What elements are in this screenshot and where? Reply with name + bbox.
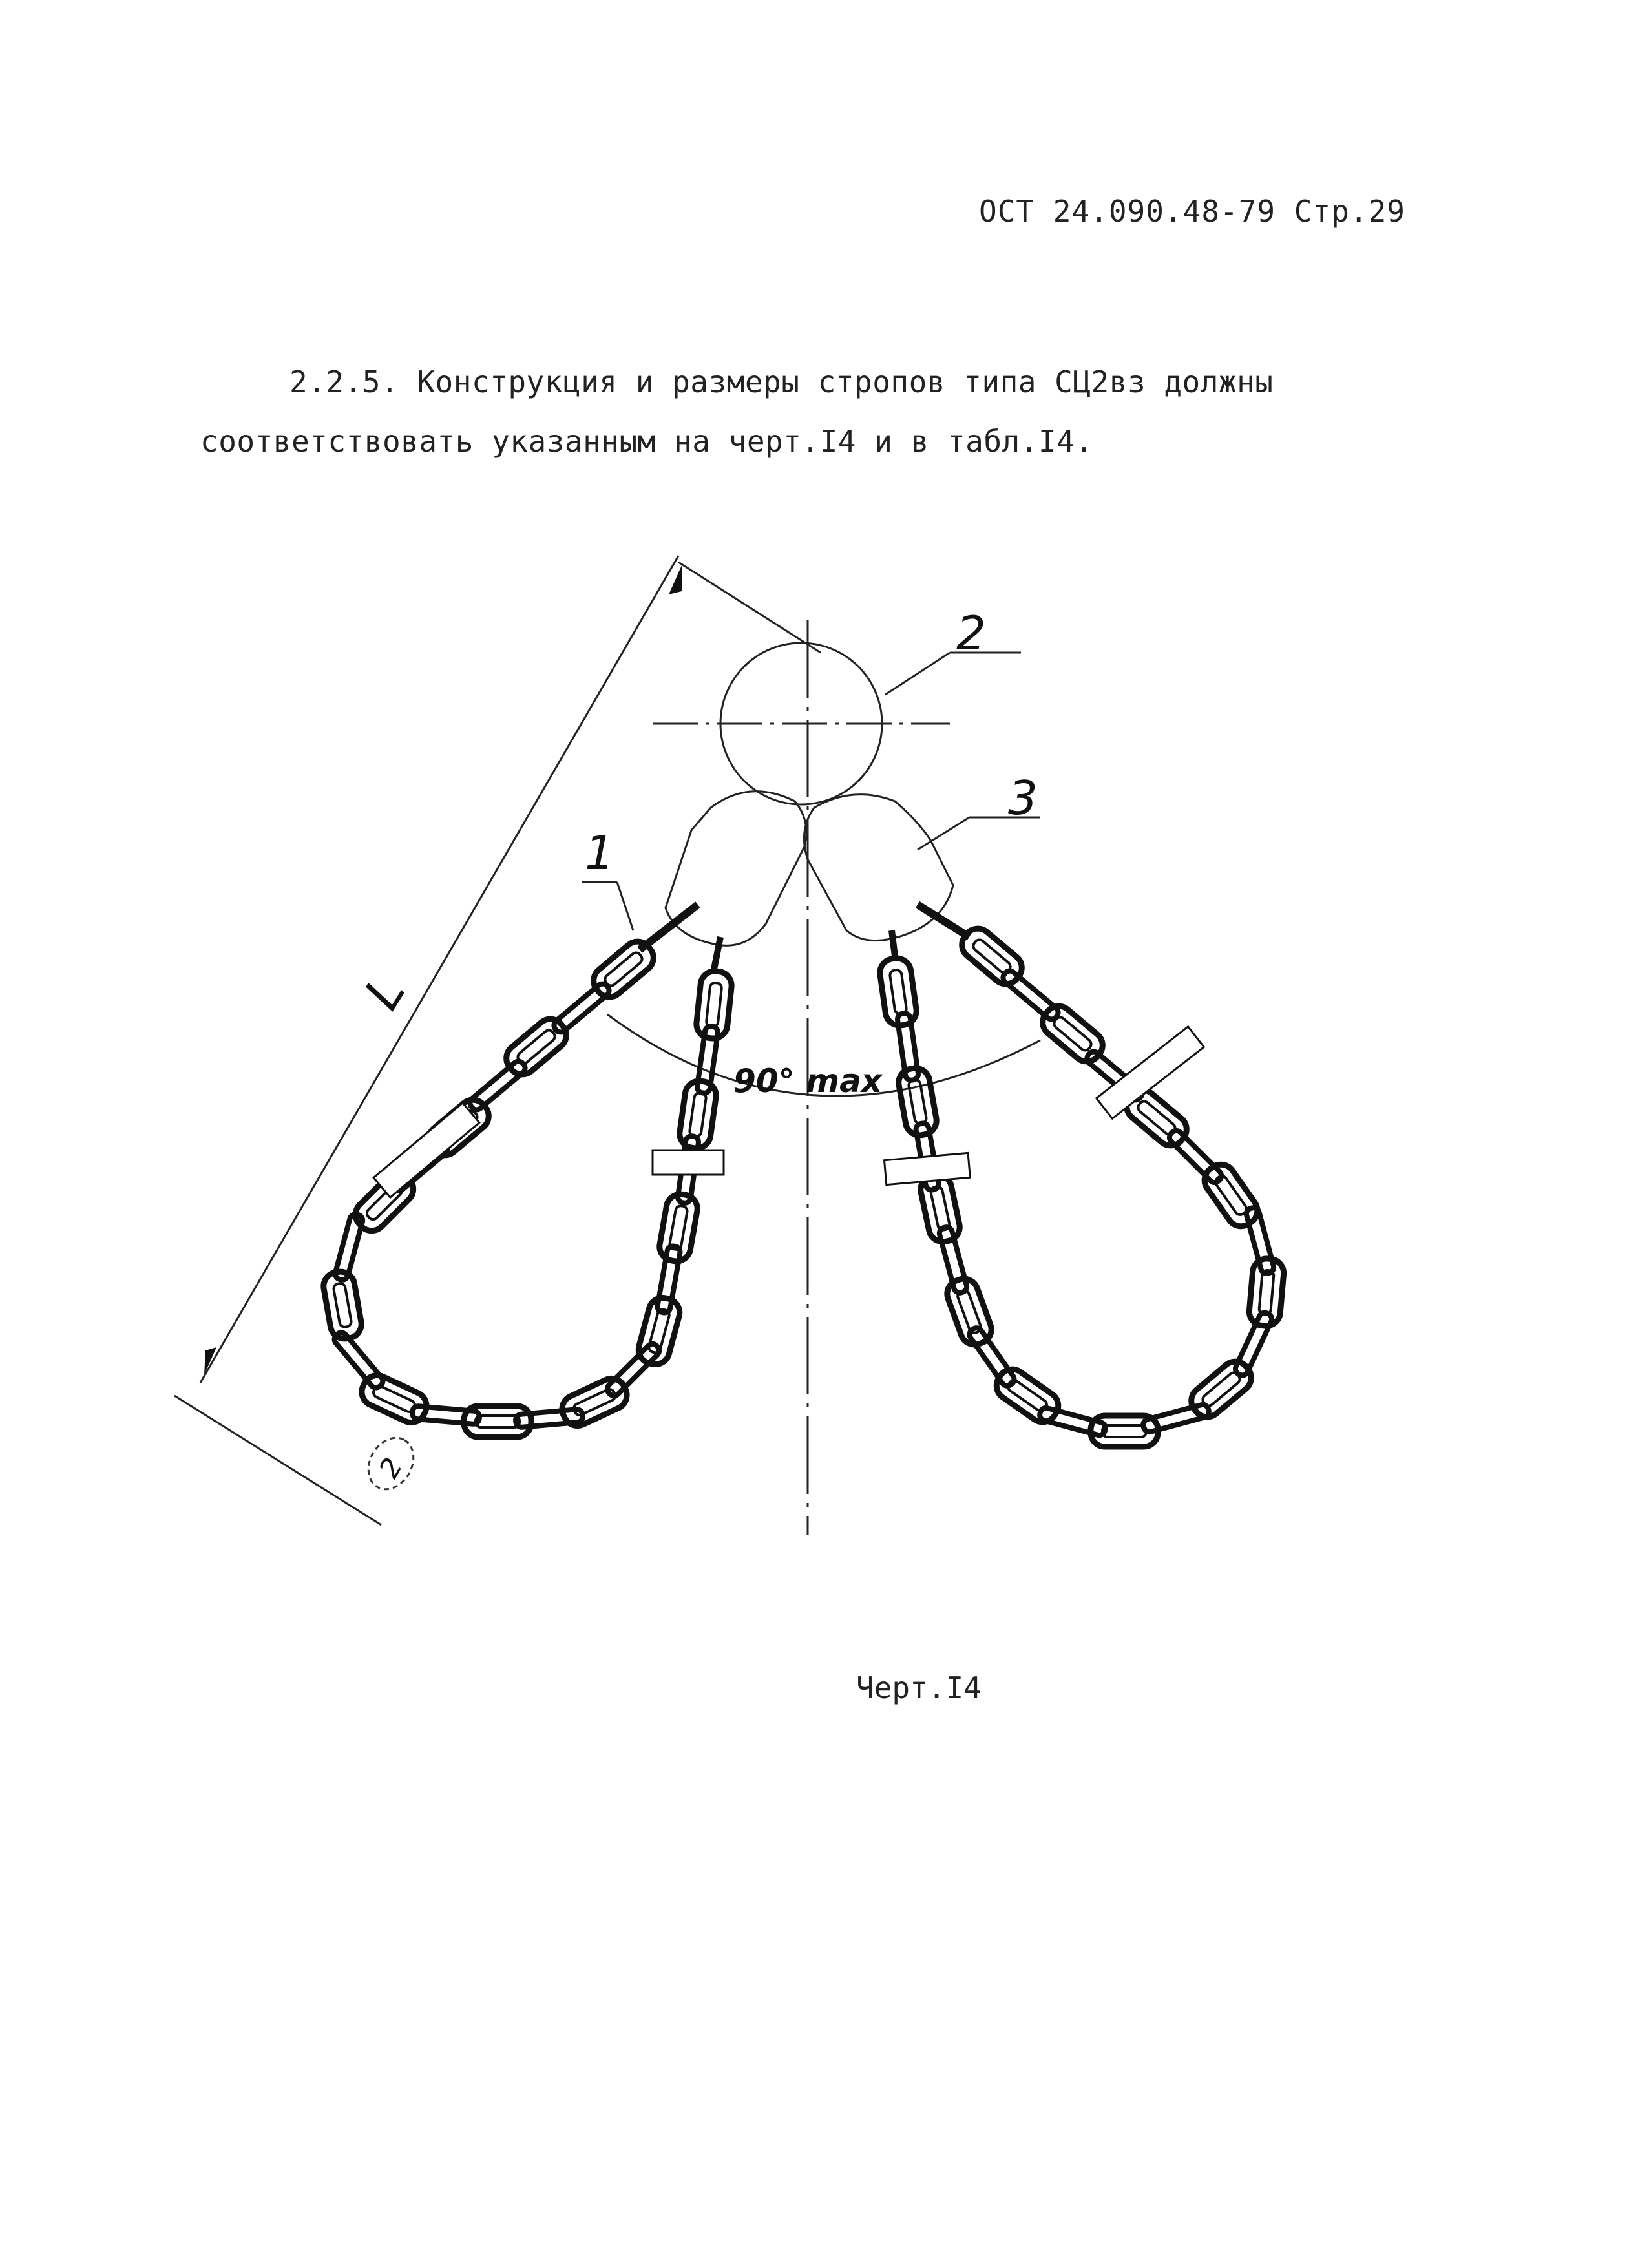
intermediate-links bbox=[666, 792, 953, 946]
paragraph-2-2-5: 2.2.5. Конструкция и размеры стропов типа СЦ2вз должны соответствовать указанным на черт.I4 и в табл.I4. bbox=[200, 364, 1274, 459]
document-header: ОСТ 24.090.48-79 Стр.29 bbox=[979, 194, 1405, 229]
right-chain bbox=[878, 905, 1285, 1447]
dimension-label-L: L bbox=[353, 965, 417, 1020]
figure-caption: Черт.I4 bbox=[856, 1670, 982, 1705]
callout-2: 2 bbox=[956, 606, 986, 660]
leader-lines bbox=[582, 653, 1040, 930]
callout-1: 1 bbox=[585, 826, 614, 880]
stamp-label: 2 bbox=[372, 1452, 409, 1484]
callout-3: 3 bbox=[1008, 771, 1038, 825]
angle-label: 90° max bbox=[733, 1062, 883, 1100]
master-ring bbox=[653, 643, 950, 804]
